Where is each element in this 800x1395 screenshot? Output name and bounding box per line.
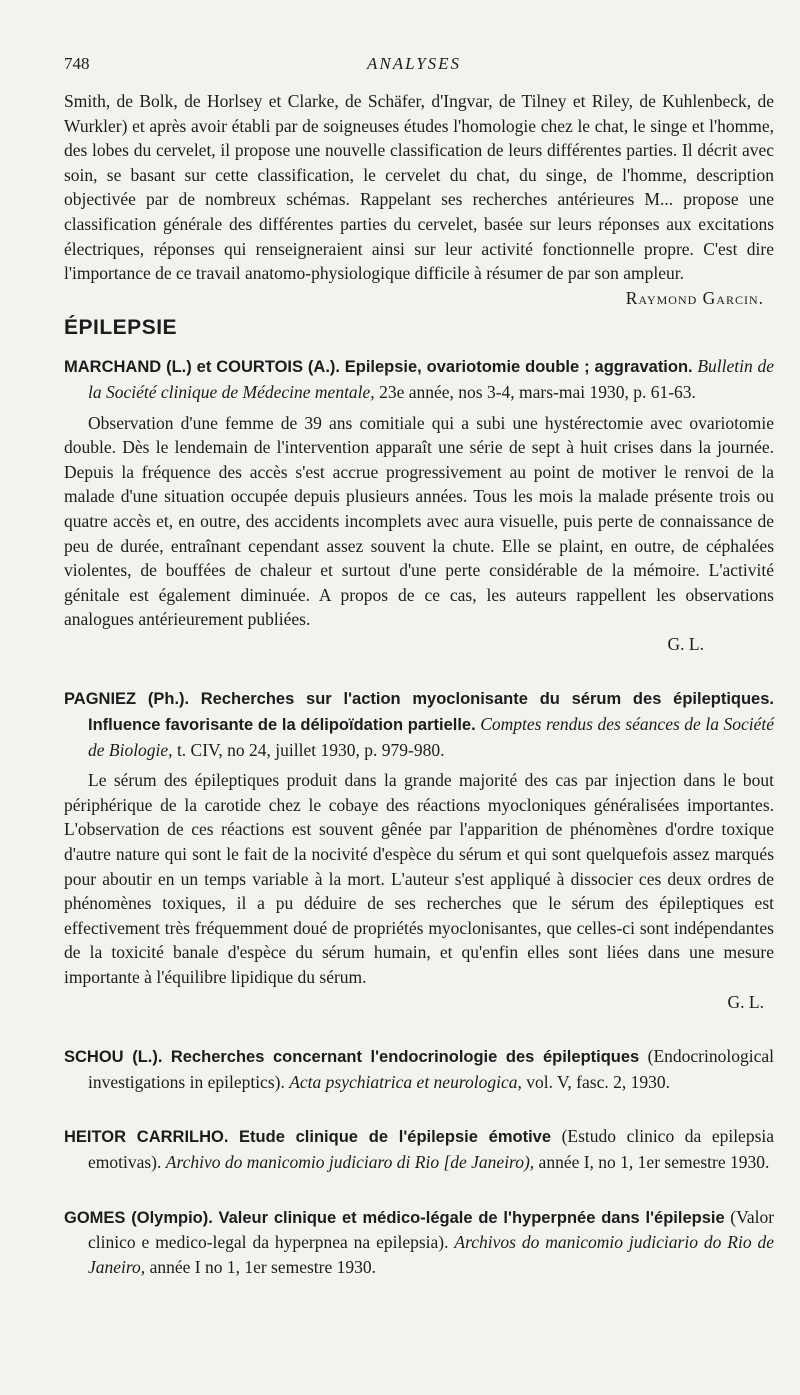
entry-title: Recherches concernant l'endocrinologie des épileptiques — [170, 1048, 640, 1067]
entry-title: Recherches sur l'action myoclonisante du sérum des épileptiques. Influence favorisante de la délipoïdation partielle. — [88, 690, 774, 735]
entry-source: Comptes rendus des séances de la Société de Biologie, — [88, 714, 774, 760]
entry-body: Observation d'une femme de 39 ans comitiale qui a subi une hystérectomie avec ovariotomie double. Dès le lendemain de l'intervention apparaît une série de sept à huit crises dans la journée. Depuis la fréquence des accès s'est accrue progressivement au point de motiver le renvoi de la malade d'une situation occupée depuis plusieurs années. Tous les mois la malade présente trois ou quatre accès et, en outre, des accidents incomplets avec aura visuelle, puis perte de connaissance de peu de durée, entraînant cependant assez souvent la chute. Elle se plaint, en outre, de céphalées violentes, de bouffées de chaleur et surtout d'une perte considérable de la mémoire. L'activité génitale est également diminuée. A propos de ce cas, les auteurs rappellent les observations analogues antérieurement publiées. — [64, 412, 774, 630]
page-header — [64, 54, 764, 78]
entry-authors: MARCHAND (L.) et COURTOIS (A.). — [64, 358, 341, 377]
running-head: ANALYSES — [366, 54, 462, 73]
page-number: 748 — [64, 54, 90, 73]
entry-source: Archivos do manicomio judiciario do Rio de Janeiro, — [88, 1232, 774, 1277]
abstract-entry-gomes — [64, 1205, 774, 1280]
page-body — [64, 89, 774, 1279]
entry-signature-line — [64, 632, 774, 657]
entry-title: Epilepsie, ovariotomie double ; aggravation. — [344, 358, 693, 377]
entry-heading — [64, 1124, 774, 1174]
continuation-paragraph: Smith, de Bolk, de Horlsey et Clarke, de Schäfer, d'Ingvar, de Tilney et Riley, de Kuhlenbeck, de Wurkler) et après avoir établi par de soigneuses études l'homologie chez le chat, le singe et l'homme, des lobes du cervelet, il propose une nouvelle classification de leurs différentes parties. Il décrit avec soin, se basant sur cette classification, le cervelet du chat, du singe, de l'homme, description objectivée par de nombreux schémas. Rappelant ses recherches antérieures M... propose une classification générale des différentes parties du cervelet, basée sur leurs réponses aux excitations électriques, réponses qui renseigneraient ainsi sur leur activité fonctionnelle propre. C'est dire l'importance de ce travail anatomo-physiologique difficile à résumer de par son ampleur. — [64, 91, 774, 284]
entry-heading — [64, 1205, 774, 1280]
entry-heading — [64, 354, 774, 404]
entry-source: Archivo do manicomio judiciaro di Rio [de Janeiro), — [165, 1151, 535, 1172]
entry-translation: (Valor clinico e medico-legal da hyperpnea na epilepsia). — [88, 1206, 775, 1253]
abstract-entry-marchand — [64, 354, 774, 656]
entry-signature: G. L. — [667, 633, 704, 654]
abstract-entry-carrilho — [64, 1124, 774, 1174]
entry-translation: (Endocrinological investigations in epileptics). — [88, 1046, 774, 1092]
section-title: ÉPILEPSIE — [64, 316, 178, 340]
continuation-signature-line — [64, 286, 774, 311]
entry-signature-line — [64, 990, 774, 1015]
entry-heading — [64, 686, 774, 762]
entry-authors: PAGNIEZ (Ph.). — [64, 690, 190, 709]
entry-details: 23e année, nos 3-4, mars-mai 1930, p. 61-63. — [379, 381, 696, 402]
entry-signature: G. L. — [727, 991, 764, 1012]
reviewer-signature: Raymond Garcin. — [625, 287, 764, 308]
entry-title: Etude clinique de l'épilepsie émotive — [239, 1128, 552, 1147]
entry-authors: GOMES (Olympio). — [64, 1208, 213, 1227]
entry-translation: (Estudo clinico da epilepsia emotivas). — [88, 1126, 775, 1172]
entry-body: Le sérum des épileptiques produit dans la grande majorité des cas par injection dans le bout périphérique de la carotide chez le cobaye des réactions myocloniques généralisées importantes. L'observation de ces réactions est souvent gênée par l'apparition de phénomènes d'ordre toxique d'autre nature qui sont le fait de la nocivité d'espèce du sérum et qui sont quelquefois assez marqués pour aboutir en un temps variable à la mort. L'auteur s'est appliqué à dissocier ces deux ordres de phénomènes toxiques, il a pu déduire de ses recherches que le sérum des épileptiques est effectivement très fréquemment doué de propriétés myoclonisantes, que celles-ci sont indépendantes de la toxicité banale d'espèce du sérum humain, et qu'enfin elles sont liées dans une mesure importante à l'équilibre lipidique du sérum. — [64, 770, 774, 987]
entry-source: Bulletin de la Société clinique de Médecine mentale, — [88, 356, 774, 402]
entry-heading — [64, 1044, 774, 1094]
entry-authors: SCHOU (L.). — [64, 1048, 163, 1067]
entry-details: t. CIV, no 24, juillet 1930, p. 979-980. — [176, 739, 445, 760]
abstract-entry-pagniez — [64, 686, 774, 1014]
entry-details: vol. V, fasc. 2, 1930. — [526, 1071, 670, 1092]
entry-title: Valeur clinique et médico-légale de l'hyperpnée dans l'épilepsie — [218, 1208, 725, 1227]
entry-authors: HEITOR CARRILHO. — [64, 1128, 229, 1147]
entry-details: année I no 1, 1er semestre 1930. — [149, 1256, 377, 1277]
entry-source: Acta psychiatrica et neurologica, — [289, 1071, 522, 1092]
entry-details: année I, no 1, 1er semestre 1930. — [538, 1151, 770, 1172]
abstract-entry-schou — [64, 1044, 774, 1094]
